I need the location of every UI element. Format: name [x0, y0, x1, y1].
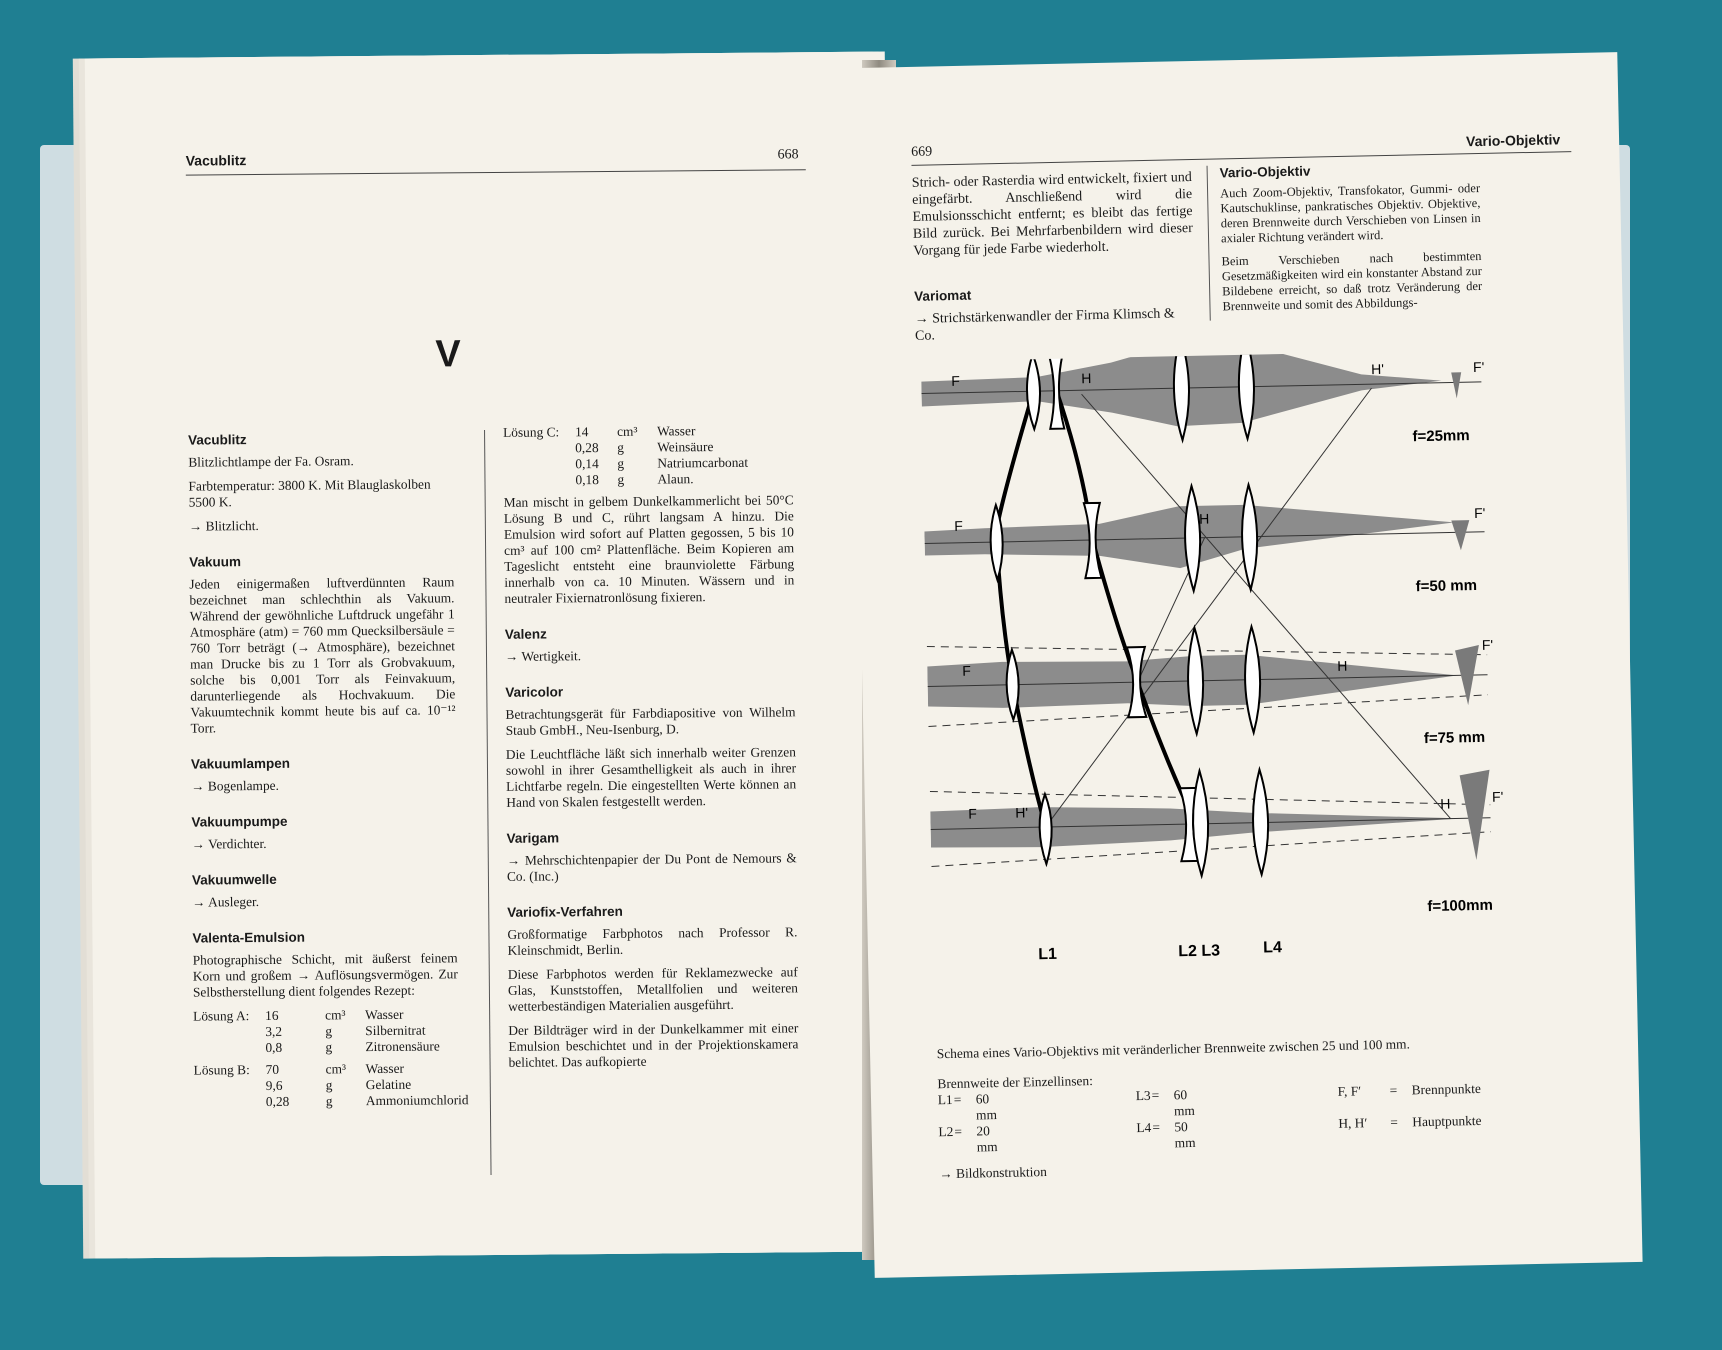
recipe-cell — [193, 1040, 265, 1057]
entry-text: Die Leuchtfläche läßt sich innerhalb weiter Grenzen sowohl in ihrer Gesamthelligkeit als auch in ihrer Lichtfarbe regeln. Die eingestellten Werte können an Hand von Skalen festgestellt werden. — [505, 744, 797, 810]
entry-text: Jeden einigermaßen luftverdünnten Raum bezeichnet man schlechthin als Vakuum. Während der gewöhnliche Luftdruck ungefähr 1 Atmosphäre (atm) = 760 mm Quecksilbersäule = 760 Torr beträgt (→ Atmosphäre), bezeichnet man Drucke bis zu 1 Torr als Grobvakuum, solche bis 0,001 Torr als Feinvakuum, darunterliegende als Hochvakuum. Die Vakuumtechnik kommt heute bis auf ca. 10⁻¹² Torr. — [189, 574, 456, 736]
focal-length-labels — [1412, 427, 1493, 915]
recipe-cell: 9,6 — [265, 1077, 283, 1093]
construction-line — [1082, 387, 1451, 826]
entry-title: Variomat — [914, 287, 972, 304]
construction-line — [1037, 388, 1381, 827]
recipe-cell: 16 — [265, 1007, 279, 1023]
legend-cell: L4 — [1136, 1119, 1152, 1136]
recipe-cell: 14 — [574, 424, 589, 440]
focal-point-label: F' — [1481, 636, 1494, 653]
recipe-cell: Zitronensäure — [365, 1038, 440, 1055]
lenses — [986, 349, 1269, 880]
entry-title: Variofix-Verfahren — [507, 903, 623, 920]
entry-title: Valenz — [504, 626, 547, 642]
recipe-c — [503, 422, 794, 489]
principal-point-label: H' — [1370, 360, 1385, 378]
lens-l4 — [1238, 349, 1255, 439]
recipe-cell: g — [325, 1093, 333, 1109]
entry-text: Großformatige Farbphotos nach Professor R. Kleinschmidt, Berlin. — [507, 924, 798, 958]
optical-axes — [922, 382, 1492, 867]
right-column-1 — [912, 169, 1196, 353]
right-column-2 — [1220, 160, 1483, 322]
recipe-cell — [503, 472, 575, 489]
entry-text: → Mehrschichtenpapier der Du Pont de Nemours & Co. (Inc.) — [506, 850, 797, 884]
recipe-cell: 0,28 — [265, 1093, 290, 1109]
image-arrows — [1448, 372, 1491, 861]
legend-cell: H, H′ — [1338, 1115, 1368, 1131]
entry-title: Varicolor — [505, 684, 564, 700]
legend-cell: = — [1389, 1082, 1398, 1098]
column-divider — [484, 430, 492, 1175]
recipe-cell: Alaun. — [657, 471, 694, 487]
lens-label: L2 L3 — [1178, 942, 1221, 961]
focal-point-label: F — [951, 372, 960, 389]
recipe-cell: Silbernitrat — [365, 1022, 426, 1039]
recipe-cell: g — [325, 1039, 333, 1055]
page-number: 669 — [911, 144, 933, 160]
left-page — [85, 52, 895, 1259]
recipe-cell — [194, 1078, 266, 1095]
legend-cell: L1 — [937, 1091, 953, 1108]
recipe-cell: g — [617, 471, 625, 487]
legend-cell: = — [1151, 1087, 1160, 1103]
recipe-cell: Lösung B: — [193, 1062, 250, 1078]
entry-title: Varigam — [506, 830, 560, 846]
focal-point-label: F' — [1491, 788, 1504, 805]
image-arrow — [1460, 770, 1492, 861]
recipe-cell: g — [325, 1023, 333, 1039]
recipe-cell: 0,14 — [575, 456, 599, 472]
recipe-cell: Wasser — [365, 1006, 404, 1023]
focal-length-label: f=50 mm — [1415, 576, 1478, 596]
entry-title: Vacublitz — [188, 432, 247, 448]
focal-point-label: F — [962, 662, 972, 679]
recipe-cell: cm³ — [616, 423, 638, 439]
lens-l4 — [1252, 769, 1269, 874]
legend-cell: Brennpunkte — [1411, 1080, 1481, 1098]
left-column-2 — [503, 422, 799, 1079]
recipe-cell: Gelatine — [365, 1076, 412, 1093]
focal-point-label: F — [968, 805, 978, 822]
entry-text: → Verdichter. — [191, 835, 267, 852]
lens-l1 — [990, 505, 1004, 580]
figure-caption-block — [937, 1034, 1540, 1183]
figure-caption: Schema eines Vario-Objektivs mit veränderlicher Brennweite zwischen 25 und 100 mm. — [936, 1036, 1410, 1062]
left-column-1 — [188, 430, 469, 1116]
page-number: 668 — [777, 147, 799, 163]
entry-text: Blitzlichtlampe der Fa. Osram. — [188, 453, 354, 470]
entry-text: Man mischt in gelbem Dunkelkammerlicht bei 50°C Lösung B und C, rührt langsam A hinzu. Die Emulsion wird sofort auf Platten gegossen, 5 bis 10 cm³ auf 100 cm² Plattenfläche. Beim Kopieren am Tageslicht entsteht eine braunviolette Färbung innerhalb von ca. 10 Minuten. Wässern und in neutraler Fixiernatronlösung fixieren. — [503, 492, 795, 606]
lens-labels — [1038, 939, 1282, 963]
entry-text: → Strichstärkenwandler der Firma Klimsch & Co. — [914, 306, 1175, 344]
legend-cell: = — [953, 1091, 962, 1107]
entry-text: Betrachtungsgerät für Farbdiapositive von Wilhelm Staub GmbH., Neu-Isenburg, D. — [505, 704, 796, 738]
recipe-cell: 3,2 — [265, 1023, 283, 1039]
lens-l3 — [1187, 628, 1204, 734]
recipe-cell: Natriumcarbonat — [657, 454, 749, 471]
image-arrow — [1451, 520, 1470, 550]
recipe-cell: Ammoniumchlorid — [365, 1092, 469, 1109]
recipe-cell — [193, 1024, 265, 1041]
recipe-cell: 0,28 — [575, 440, 599, 456]
entry-text: Diese Farbphotos werden für Reklamezwecke auf Glas, Kunststoffen, Metallfolien und weiteren wetterbeständigen Materialien ausgeführt. — [507, 964, 798, 1014]
recipe-cell: 0,18 — [575, 472, 599, 488]
legend-cell: Hauptpunkte — [1412, 1112, 1482, 1130]
legend-cell: = — [1390, 1114, 1399, 1130]
lens-label: L1 — [1038, 945, 1058, 964]
entry-text: Auch Zoom-Objektiv, Transfokator, Gummi- oder Kautschuklinse, pankratisches Objektiv. Objektive, deren Brennweite durch Verschieben von Linsen in axialer Richtung verändert wird. — [1219, 180, 1481, 246]
lens-legend — [938, 1080, 1539, 1157]
legend-cell: = — [1152, 1119, 1161, 1135]
entry-title: Vakuumlampen — [190, 755, 291, 772]
recipe-cell — [503, 456, 575, 473]
recipe-cell: g — [617, 439, 624, 455]
recipe-b — [193, 1060, 469, 1110]
entry-text: → Ausleger. — [192, 894, 260, 910]
entry-text: → Bogenlampe. — [191, 777, 279, 794]
l2-path — [1056, 388, 1195, 827]
lens-label: L4 — [1263, 939, 1283, 957]
legend-cell: F, F′ — [1337, 1083, 1362, 1099]
running-header: Vacublitz — [185, 152, 247, 169]
entry-text: → Wertigkeit. — [504, 648, 582, 664]
lens-l1 — [1026, 354, 1041, 429]
entry-text: Beim Verschieben nach bestimmten Gesetzmäßigkeiten wird ein konstanter Abstand zur Bildebene erreicht, so daß trotz Veränderung der Brennweite und somit des Abbildungs- — [1221, 248, 1483, 314]
legend-cell: L3 — [1135, 1087, 1151, 1104]
recipe-cell: g — [325, 1077, 333, 1093]
legend-cell: = — [954, 1123, 963, 1139]
lens-l3 — [1173, 349, 1190, 441]
recipe-cell: Wasser — [365, 1060, 405, 1077]
entry-title: Vakuumpumpe — [191, 813, 288, 830]
entry-text: Strich- oder Rasterdia wird entwickelt, fixiert und eingefärbt. Anschließend wird die Emulsionsschicht entfernt; es bleibt das fertige Bild zurück. Bei Mehrfarbenbildern wird dieser Vorgang für jede Farbe wiederholt. — [911, 170, 1194, 259]
column-divider — [1207, 166, 1211, 321]
see-also-link: → Bildkonstruktion — [939, 1164, 1047, 1182]
focal-point-label: F' — [1472, 358, 1485, 376]
principal-point-label: H — [1199, 510, 1210, 527]
recipe-cell — [503, 440, 575, 457]
focal-length-label: f=75 mm — [1423, 728, 1486, 748]
recipe-cell: 70 — [265, 1061, 280, 1077]
legend-cell: 60 mm — [1173, 1087, 1196, 1119]
image-arrow — [1451, 372, 1462, 398]
lens-l3 — [1184, 486, 1201, 591]
entry-text: Photographische Schicht, mit äußerst feinem Korn und großem → Auflösungsvermögen. Zur Selbstherstellung dient folgendes Rezept: — [192, 950, 458, 1000]
running-header: Vario-Objektiv — [1465, 131, 1561, 150]
header-rule — [186, 169, 806, 175]
recipe-cell: cm³ — [325, 1007, 346, 1023]
entry-text: → Blitzlicht. — [188, 518, 259, 534]
focal-length-label: f=100mm — [1427, 896, 1494, 916]
recipe-cell: Wasser — [656, 423, 696, 439]
legend-title: Brennweite der Einzellinsen: — [937, 1073, 1093, 1092]
recipe-cell: Lösung C: — [502, 424, 560, 440]
recipe-cell: cm³ — [325, 1061, 347, 1077]
entry-title: Vakuumwelle — [191, 871, 277, 888]
section-letter: V — [435, 333, 461, 376]
recipe-cell: Lösung A: — [193, 1008, 250, 1024]
principal-point-label: H — [1440, 795, 1451, 812]
focal-point-label: F — [954, 517, 964, 534]
legend-cell: 20 mm — [976, 1123, 998, 1155]
legend-cell: 60 mm — [975, 1091, 998, 1123]
principal-point-label: H — [1081, 370, 1092, 387]
legend-cell: 50 mm — [1174, 1119, 1196, 1151]
legend-cell: L2 — [938, 1123, 954, 1140]
vario-lens-diagram — [921, 349, 1555, 1052]
recipe-a — [193, 1006, 458, 1056]
recipe-cell: 0,8 — [265, 1039, 283, 1055]
lens-l4 — [1241, 485, 1258, 590]
entry-title: Valenta-Emulsion — [192, 929, 306, 946]
l1-path — [993, 391, 1046, 828]
principal-point-label: H — [1337, 657, 1348, 674]
entry-text: Der Bildträger wird in der Dunkelkammer mit einer Emulsion beschichtet und in der Projektionskamera belichtet. Das aufkopierte — [508, 1020, 799, 1070]
entry-text: Farbtemperatur: 3800 K. Mit Blauglaskolben 5500 K. — [188, 476, 431, 510]
recipe-cell: Weinsäure — [657, 439, 714, 455]
principal-point-label: H' — [1015, 804, 1029, 821]
entry-title: Vario-Objektiv — [1219, 163, 1311, 181]
focal-point-label: F' — [1473, 504, 1486, 522]
entry-title: Vakuum — [189, 554, 242, 570]
recipe-cell — [194, 1094, 266, 1111]
recipe-cell: g — [617, 455, 625, 471]
focal-length-label: f=25mm — [1412, 427, 1470, 446]
lens-l4 — [1244, 627, 1261, 733]
